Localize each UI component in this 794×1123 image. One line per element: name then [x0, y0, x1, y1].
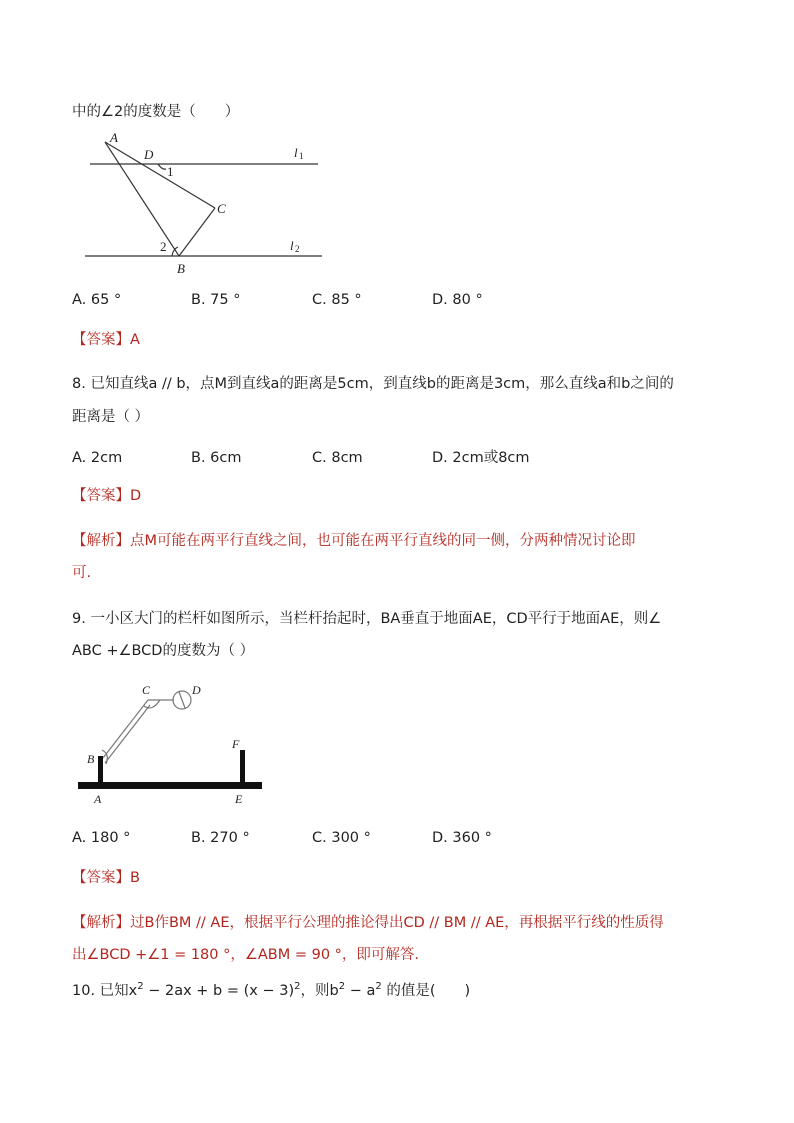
label-l2: l	[290, 238, 294, 253]
angle-2-arc	[172, 247, 178, 256]
analysis-tag: 【解析】	[72, 533, 130, 549]
q7-option-c[interactable]: C. 85 °	[312, 292, 362, 308]
label-D: D	[144, 147, 154, 162]
label-l1-subscript: 1	[299, 151, 304, 161]
q7-option-a[interactable]: A. 65 °	[72, 292, 122, 308]
answer-value: B	[130, 870, 140, 886]
q7-answer	[72, 330, 140, 350]
answer-tag: 【答案】	[72, 332, 130, 348]
answer-value: D	[130, 488, 142, 504]
analysis-text: 点M可能在两平行直线之间，也可能在两平行直线的同一侧，分两种情况讨论即	[130, 533, 636, 549]
label-B: B	[87, 752, 95, 766]
q10-suffix: 的值是( )	[381, 982, 471, 999]
answer-tag: 【答案】	[72, 488, 130, 504]
q10-mid2: ，则b	[300, 982, 339, 999]
q10-mid3: − a	[345, 982, 376, 999]
label-C: C	[142, 683, 151, 697]
q8-option-b[interactable]: B. 6cm	[191, 450, 242, 466]
q10-exponent-2: 2	[294, 981, 301, 992]
post-BA	[98, 756, 103, 784]
analysis-text: 过B作BM // AE，根据平行公理的推论得出CD // BM // AE，再根据平行线的性质得	[130, 915, 664, 931]
segment-AB	[105, 142, 179, 256]
q10-exponent-4: 2	[375, 981, 382, 992]
bar-BC	[103, 700, 148, 758]
q9-stem-line2: ABC +∠BCD的度数为（ ）	[72, 643, 255, 659]
label-l1: l	[294, 145, 298, 160]
q9-figure	[74, 678, 274, 808]
answer-value: A	[130, 332, 140, 348]
label-E: E	[235, 792, 243, 806]
q10-exponent-1: 2	[137, 981, 144, 992]
angle-1-arc	[158, 164, 166, 169]
label-angle-2: 2	[160, 239, 167, 254]
q9-option-c[interactable]: C. 300 °	[312, 830, 371, 846]
post-FE	[240, 750, 245, 784]
answer-tag: 【答案】	[72, 870, 130, 886]
label-A: A	[94, 792, 102, 806]
q10-prefix: 10. 已知x	[72, 982, 138, 999]
q8-stem-line1: 8. 已知直线a // b，点M到直线a的距离是5cm，到直线b的距离是3cm，那么直线a和b之间的	[72, 376, 674, 392]
segment-AC	[105, 142, 215, 208]
q7-option-d[interactable]: D. 80 °	[432, 292, 483, 308]
q9-option-d[interactable]: D. 360 °	[432, 830, 492, 846]
q8-option-d[interactable]: D. 2cm或8cm	[432, 450, 530, 466]
q7-figure	[80, 128, 340, 278]
q8-answer	[72, 486, 141, 506]
q9-option-a[interactable]: A. 180 °	[72, 830, 131, 846]
label-angle-1: 1	[167, 164, 174, 179]
bar-BC-edge	[105, 705, 150, 763]
counterweight-slash	[179, 692, 185, 708]
q8-analysis-line1	[72, 531, 636, 551]
label-l2-subscript: 2	[295, 244, 300, 254]
q10-exponent-3: 2	[338, 981, 346, 992]
q9-analysis-line2: 出∠BCD +∠1 = 180 °，∠ABM = 90 °，即可解答.	[72, 947, 420, 963]
q9-stem-line1: 9. 一小区大门的栏杆如图所示，当栏杆抬起时，BA垂直于地面AE，CD平行于地面AE，则∠	[72, 611, 662, 627]
q8-stem-line2: 距离是（ ）	[72, 409, 150, 425]
segment-BC	[179, 208, 215, 256]
ground-AE	[78, 782, 262, 789]
q9-option-b[interactable]: B. 270 °	[191, 830, 250, 846]
q9-analysis-line1	[72, 913, 664, 933]
q10-mid: − 2ax + b = (x − 3)	[143, 982, 295, 999]
q9-answer	[72, 868, 140, 888]
analysis-tag: 【解析】	[72, 915, 130, 931]
q8-option-c[interactable]: C. 8cm	[312, 450, 363, 466]
q7-option-b[interactable]: B. 75 °	[191, 292, 241, 308]
label-B: B	[177, 261, 185, 276]
q8-option-a[interactable]: A. 2cm	[72, 450, 123, 466]
q8-analysis-line2: 可.	[72, 565, 92, 581]
label-D: D	[192, 683, 201, 697]
label-F: F	[232, 737, 240, 751]
q7-stem: 中的∠2的度数是（ ）	[72, 104, 240, 120]
q10-stem	[72, 977, 470, 1001]
label-C: C	[217, 201, 226, 216]
label-A: A	[110, 130, 118, 145]
